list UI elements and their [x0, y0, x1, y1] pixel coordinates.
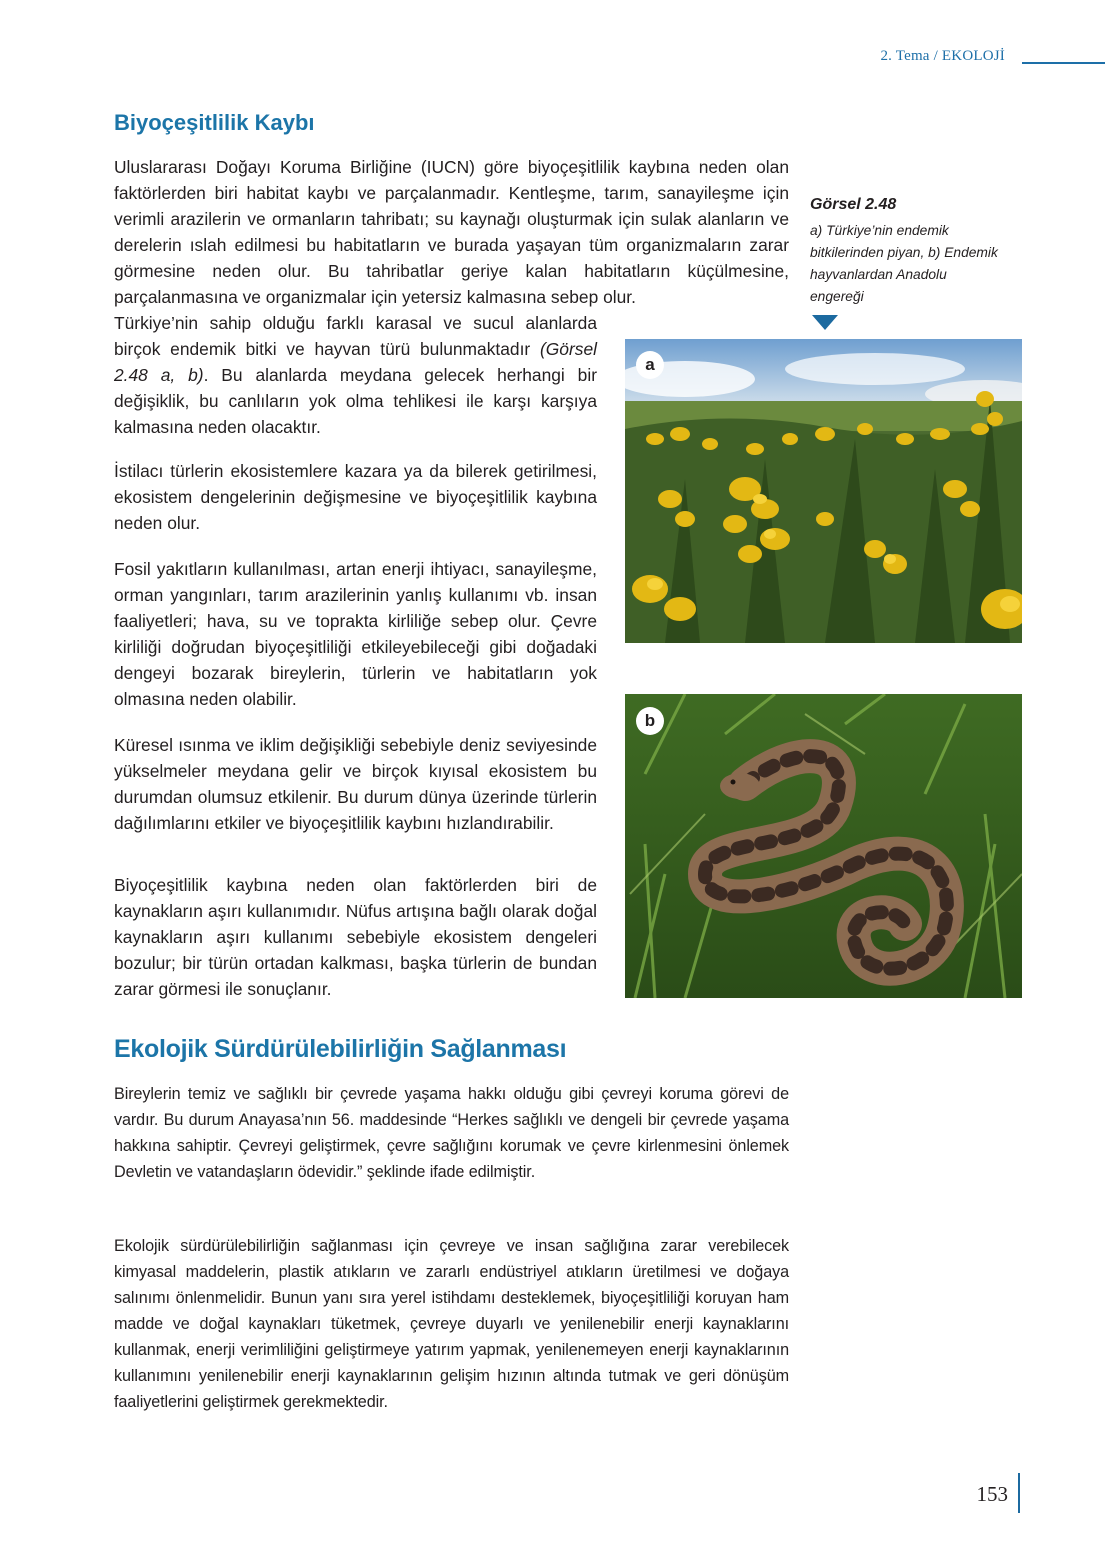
photo-badge-b: b: [636, 707, 664, 735]
figure-label: Görsel 2.48: [810, 196, 897, 213]
paragraph-habitat-loss-narrow-start: Türkiye’nin sahip olduğu farklı karasal ve sucul alanlarda birçok endemik bitki ve hayvan türü bulunmaktadır: [114, 313, 597, 359]
paragraph-pollution: Fosil yakıtların kullanılması, artan enerji ihtiyacı, sanayileşme, orman yangınları, tarım arazilerinin yanlış kullanımı vb. insan faaliyetleri; hava, su ve toprakta kirliliğe sebep olur. Çevre kirliliği doğrudan biyoçeşitliliği etkileyebileceği gibi doğadaki dengeyi bozarak bireylerin, türlerin ve habitatların yok olmasına neden olabilir.: [114, 559, 597, 709]
paragraph-habitat-loss-wide: Uluslararası Doğayı Koruma Birliğine (IUCN) göre biyoçeşitlilik kaybına neden olan faktörlerden biri habitat kaybı ve parçalanmadır. Kentleşme, tarım, sanayileşme için verimli arazilerin ve ormanların tahribatı; su kaynağı oluşturmak için sulak alanların ve derelerin ıslah edilmesi bu habitatların ve burada yaşayan tüm organizmaların zarar görmesine neden olur. Bu tahribatlar geriye kalan habitatların küçülmesine, parçalanmasına ve organizmalar için yetersiz kalmasına sebep olur.: [114, 157, 789, 307]
photo-piyan-plant: [625, 339, 1022, 643]
section-title-biodiversity-loss: Biyoçeşitlilik Kaybı: [114, 110, 315, 135]
paragraph-habitat-loss-narrow-end: . Bu alanlarda meydana gelecek herhangi bir değişiklik, bu canlıların yok olma tehlikesi ile karşı karşıya kalmasına neden olacaktır.: [114, 365, 597, 437]
paragraph-invasive-species: İstilacı türlerin ekosistemlere kazara ya da bilerek getirilmesi, ekosistem dengelerinin değişmesine ve biyoçeşitlilik kaybına neden olur.: [114, 461, 597, 533]
paragraph-climate-change: Küresel ısınma ve iklim değişikliği sebebiyle deniz seviyesinde yükselmeler meydana gelir ve birçok kıyısal ekosistem bu durumdan olumsuz etkilenir. Bu durum dünya üzerinde türlerin dağılımlarını etkiler ve biyoçeşitlilik kaybını hızlandırabilir.: [114, 735, 597, 833]
paragraph-overuse: Biyoçeşitlilik kaybına neden olan faktörlerden biri de kaynakların aşırı kullanımıdır. Nüfus artışına bağlı olarak doğal kaynakların aşırı kullanımı sebebiyle ekosistem dengeleri bozulur; bir türün ortadan kalkması, başka türlerin de bundan zarar görmesi ile sonuçlanır.: [114, 875, 597, 999]
page-number: 153: [976, 1482, 1008, 1506]
section-title-ecological-sustainability: Ekolojik Sürdürülebilirliğin Sağlanması: [114, 1035, 567, 1063]
running-header: [0, 46, 1105, 70]
photo-badge-a: a: [636, 351, 664, 379]
photo-anatolian-viper: [625, 694, 1022, 998]
header-rule: [1022, 62, 1105, 64]
figure-caption: [810, 196, 1000, 308]
figure-reference: (Görsel 2.48 a, b): [114, 339, 597, 385]
paragraph-constitution: Bireylerin temiz ve sağlıklı bir çevrede yaşama hakkı olduğu gibi çevreyi koruma görevi de vardır. Bu durum Anayasa’nın 56. maddesinde “Herkes sağlıklı ve dengeli bir çevrede yaşama hakkına sahiptir. Çevreyi geliştirmek, çevre sağlığını korumak ve çevre kirlenmesini önlemek Devletin ve vatandaşların ödevidir.” şeklinde ifade edilmiştir.: [114, 1085, 789, 1181]
caption-arrow-icon: [812, 315, 838, 330]
figure-caption-text: a) Türkiye’nin endemik bitkilerinden piyan, b) Endemik hayvanlardan Anadolu engereği: [810, 223, 998, 304]
running-head-text: 2. Tema / EKOLOJİ: [880, 48, 1005, 64]
paragraph-sustainability-measures: Ekolojik sürdürülebilirliğin sağlanması için çevreye ve insan sağlığına zarar verebilecek kimyasal maddelerin, plastik atıkların ve zararlı endüstriyel atıkların üretilmesi ve doğaya salınımı önlenmelidir. Bunun yanı sıra yerel istihdamı desteklemek, biyoçeşitliliği koruyan ham madde ve doğal kaynakları tüketmek, çevreye duyarlı ve yenilenebilir enerji kaynaklarını kullanmak, enerji verimliliğini geliştirmeye yatırım yapmak, yenilenemeyen enerji kaynaklarının kullanımını yenilenebilir enerji kaynaklarının gelişim hızının altında tutmak ve geri dönüşüm faaliyetlerini geliştirmek gerekmektedir.: [114, 1237, 789, 1411]
page-number-rule: [1018, 1473, 1020, 1513]
paragraph-habitat-loss-narrow-block: [114, 310, 597, 440]
